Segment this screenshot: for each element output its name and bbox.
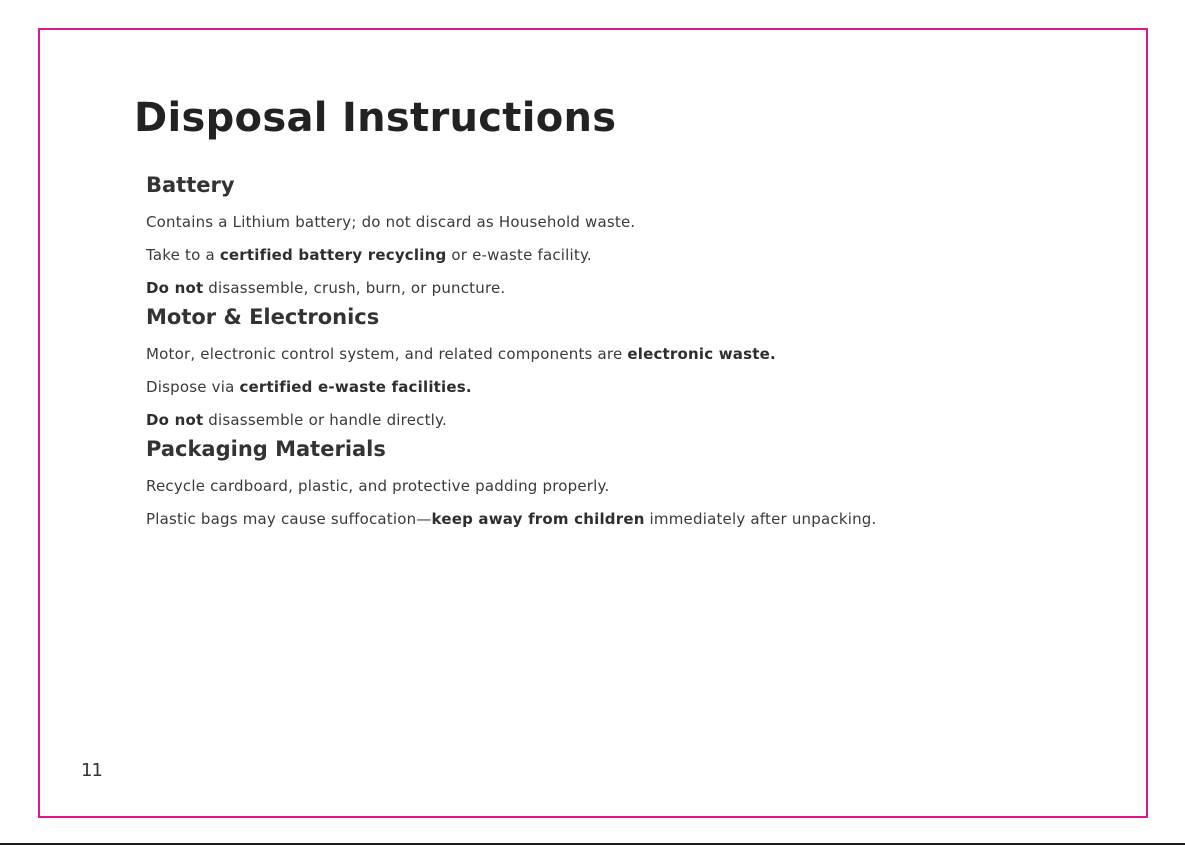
instruction-line	[146, 212, 1106, 232]
section-heading: Packaging Materials	[146, 437, 386, 461]
line-text: Dispose via	[146, 378, 240, 396]
instruction-line	[146, 410, 1106, 430]
page-number: 11	[81, 760, 102, 781]
instruction-line	[146, 245, 1106, 265]
instruction-line	[146, 344, 1106, 364]
section-motor-electronics	[146, 302, 1106, 430]
instructions-content	[146, 170, 1106, 529]
line-text: disassemble or handle directly.	[203, 411, 447, 429]
line-text: Plastic bags may cause suffocation—	[146, 510, 432, 528]
page-title: Disposal Instructions	[134, 95, 617, 141]
section-packaging-materials	[146, 434, 1106, 529]
line-text: Contains a Lithium battery; do not discard as Household waste.	[146, 213, 636, 231]
line-text: Recycle cardboard, plastic, and protective padding properly.	[146, 477, 610, 495]
emphasis-text: Do not	[146, 279, 204, 297]
emphasis-text: electronic waste.	[627, 345, 776, 363]
emphasis-text: keep away from children	[431, 510, 645, 528]
emphasis-text: certified e-waste facilities.	[239, 378, 472, 396]
section-heading: Motor & Electronics	[146, 305, 380, 329]
emphasis-text: Do not	[146, 411, 204, 429]
line-text: immediately after unpacking.	[644, 510, 877, 528]
line-text: disassemble, crush, burn, or puncture.	[203, 279, 506, 297]
section-battery	[146, 170, 1106, 298]
line-text: or e-waste facility.	[446, 246, 592, 264]
line-text: Motor, electronic control system, and related components are	[146, 345, 628, 363]
line-text: Take to a	[146, 246, 220, 264]
instruction-line	[146, 377, 1106, 397]
instruction-line	[146, 509, 1106, 529]
instruction-line	[146, 476, 1106, 496]
section-heading: Battery	[146, 173, 235, 197]
instruction-line	[146, 278, 1106, 298]
emphasis-text: certified battery recycling	[219, 246, 447, 264]
